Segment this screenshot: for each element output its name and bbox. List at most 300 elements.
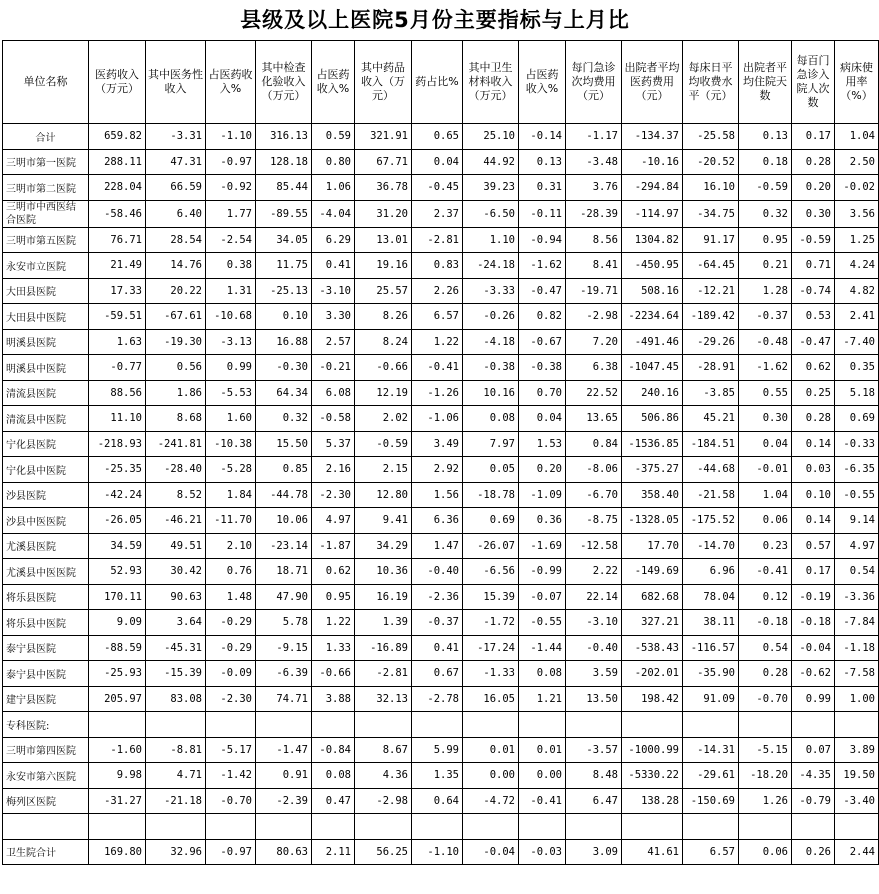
unit-name-cell: 合计 — [3, 124, 89, 150]
unit-name-cell: 清流县中医院 — [3, 406, 89, 432]
value-cell: 6.57 — [412, 304, 463, 330]
value-cell: -3.85 — [683, 380, 739, 406]
value-cell: -42.24 — [89, 482, 146, 508]
value-cell: 0.95 — [312, 584, 355, 610]
value-cell: 1.53 — [519, 431, 566, 457]
value-cell: 34.29 — [355, 533, 412, 559]
value-cell: -0.59 — [355, 431, 412, 457]
value-cell: 0.30 — [739, 406, 792, 432]
table-row — [3, 508, 879, 534]
table-row — [3, 533, 879, 559]
value-cell: -6.35 — [835, 457, 879, 483]
value-cell: -0.79 — [792, 788, 835, 814]
value-cell: -0.74 — [792, 278, 835, 304]
value-cell: -0.09 — [206, 661, 256, 687]
value-cell: -3.10 — [566, 610, 622, 636]
value-cell: 52.93 — [89, 559, 146, 585]
value-cell: -4.72 — [463, 788, 519, 814]
value-cell: -59.51 — [89, 304, 146, 330]
value-cell: 169.80 — [89, 839, 146, 865]
value-cell: 0.69 — [835, 406, 879, 432]
value-cell: 0.53 — [792, 304, 835, 330]
value-cell: 66.59 — [146, 175, 206, 201]
value-cell: 3.76 — [566, 175, 622, 201]
value-cell: 1.04 — [835, 124, 879, 150]
value-cell: 659.82 — [89, 124, 146, 150]
table-row — [3, 253, 879, 279]
value-cell: -0.47 — [792, 329, 835, 355]
value-cell: -538.43 — [622, 635, 683, 661]
value-cell: -0.29 — [206, 610, 256, 636]
value-cell: 0.01 — [519, 737, 566, 763]
value-cell: -67.61 — [146, 304, 206, 330]
value-cell: -184.51 — [683, 431, 739, 457]
value-cell: 0.38 — [206, 253, 256, 279]
page-title: 县级及以上医院5月份主要指标与上月比 — [240, 8, 630, 32]
value-cell: 12.19 — [355, 380, 412, 406]
value-cell: 22.14 — [566, 584, 622, 610]
empty-cell — [146, 712, 206, 738]
value-cell: 0.30 — [792, 200, 835, 227]
value-cell: 3.59 — [566, 661, 622, 687]
value-cell: -28.40 — [146, 457, 206, 483]
value-cell: -0.41 — [412, 355, 463, 381]
value-cell: 1.31 — [206, 278, 256, 304]
value-cell: 85.44 — [256, 175, 312, 201]
value-cell: -58.46 — [89, 200, 146, 227]
value-cell: 0.64 — [412, 788, 463, 814]
value-cell: -11.70 — [206, 508, 256, 534]
value-cell: -1.10 — [206, 124, 256, 150]
value-cell: 64.34 — [256, 380, 312, 406]
value-cell: 2.26 — [412, 278, 463, 304]
unit-name-cell: 泰宁县医院 — [3, 635, 89, 661]
value-cell: 1304.82 — [622, 227, 683, 253]
value-cell: -3.10 — [312, 278, 355, 304]
value-cell: -0.37 — [739, 304, 792, 330]
empty-cell — [256, 712, 312, 738]
table-row — [3, 686, 879, 712]
value-cell: 8.68 — [146, 406, 206, 432]
value-cell: 18.71 — [256, 559, 312, 585]
empty-cell — [206, 712, 256, 738]
empty-cell — [89, 712, 146, 738]
value-cell: -0.97 — [206, 149, 256, 175]
value-cell: -0.59 — [792, 227, 835, 253]
value-cell: 4.97 — [835, 533, 879, 559]
value-cell: -10.38 — [206, 431, 256, 457]
value-cell: -189.42 — [683, 304, 739, 330]
value-cell: 10.16 — [463, 380, 519, 406]
value-cell: -450.95 — [622, 253, 683, 279]
value-cell: -31.27 — [89, 788, 146, 814]
value-cell: 1.26 — [739, 788, 792, 814]
value-cell: -88.59 — [89, 635, 146, 661]
value-cell: 31.20 — [355, 200, 412, 227]
column-header: 每百门急诊入院人次数 — [792, 41, 835, 124]
value-cell: -0.67 — [519, 329, 566, 355]
value-cell: -202.01 — [622, 661, 683, 687]
value-cell: 16.88 — [256, 329, 312, 355]
empty-cell — [739, 712, 792, 738]
value-cell: 15.39 — [463, 584, 519, 610]
value-cell: -1.60 — [89, 737, 146, 763]
value-cell: -0.40 — [566, 635, 622, 661]
table-header-row — [3, 41, 879, 124]
unit-name-cell: 三明市中西医结合医院 — [3, 200, 89, 227]
value-cell: 6.29 — [312, 227, 355, 253]
value-cell: 288.11 — [89, 149, 146, 175]
value-cell: -1.06 — [412, 406, 463, 432]
value-cell: -0.30 — [256, 355, 312, 381]
value-cell: 1.00 — [835, 686, 879, 712]
value-cell: -0.48 — [739, 329, 792, 355]
value-cell: -89.55 — [256, 200, 312, 227]
value-cell: -0.04 — [463, 839, 519, 865]
value-cell: 14.76 — [146, 253, 206, 279]
value-cell: 1.06 — [312, 175, 355, 201]
value-cell: 0.32 — [739, 200, 792, 227]
value-cell: 2.41 — [835, 304, 879, 330]
value-cell: 0.54 — [835, 559, 879, 585]
value-cell: 9.98 — [89, 763, 146, 789]
column-header: 占医药收入% — [206, 41, 256, 124]
value-cell: 3.88 — [312, 686, 355, 712]
empty-cell — [792, 712, 835, 738]
value-cell: -4.04 — [312, 200, 355, 227]
value-cell: -2.81 — [355, 661, 412, 687]
value-cell: 2.11 — [312, 839, 355, 865]
value-cell: -3.33 — [463, 278, 519, 304]
column-header: 其中医务性收入 — [146, 41, 206, 124]
value-cell: -44.68 — [683, 457, 739, 483]
value-cell: 2.10 — [206, 533, 256, 559]
value-cell: 6.08 — [312, 380, 355, 406]
value-cell: -0.29 — [206, 635, 256, 661]
value-cell: -3.31 — [146, 124, 206, 150]
section-label: 专科医院: — [3, 712, 89, 738]
value-cell: 2.57 — [312, 329, 355, 355]
unit-name-cell: 明溪县医院 — [3, 329, 89, 355]
value-cell: 3.56 — [835, 200, 879, 227]
empty-cell — [89, 814, 146, 840]
value-cell: -0.84 — [312, 737, 355, 763]
value-cell: 4.71 — [146, 763, 206, 789]
value-cell: -29.26 — [683, 329, 739, 355]
unit-name-cell: 三明市第一医院 — [3, 149, 89, 175]
value-cell: 16.05 — [463, 686, 519, 712]
value-cell: 32.13 — [355, 686, 412, 712]
value-cell: -64.45 — [683, 253, 739, 279]
value-cell: -7.40 — [835, 329, 879, 355]
value-cell: -0.41 — [519, 788, 566, 814]
value-cell: -23.14 — [256, 533, 312, 559]
value-cell: 2.50 — [835, 149, 879, 175]
value-cell: 1.21 — [519, 686, 566, 712]
value-cell: -0.18 — [792, 610, 835, 636]
value-cell: 358.40 — [622, 482, 683, 508]
empty-cell — [146, 814, 206, 840]
value-cell: -19.30 — [146, 329, 206, 355]
value-cell: 78.04 — [683, 584, 739, 610]
unit-name-cell: 尤溪县医院 — [3, 533, 89, 559]
value-cell: -28.39 — [566, 200, 622, 227]
value-cell: 1.22 — [412, 329, 463, 355]
unit-name-cell: 三明市第二医院 — [3, 175, 89, 201]
section-row — [3, 712, 879, 738]
value-cell: 138.28 — [622, 788, 683, 814]
empty-cell — [312, 814, 355, 840]
column-header: 药占比% — [412, 41, 463, 124]
value-cell: 0.71 — [792, 253, 835, 279]
value-cell: -5.15 — [739, 737, 792, 763]
value-cell: 0.28 — [792, 149, 835, 175]
value-cell: 0.08 — [463, 406, 519, 432]
value-cell: 0.20 — [519, 457, 566, 483]
value-cell: 15.50 — [256, 431, 312, 457]
value-cell: 76.71 — [89, 227, 146, 253]
value-cell: 0.69 — [463, 508, 519, 534]
value-cell: 34.59 — [89, 533, 146, 559]
value-cell: 91.17 — [683, 227, 739, 253]
value-cell: -6.56 — [463, 559, 519, 585]
value-cell: -7.84 — [835, 610, 879, 636]
value-cell: 0.00 — [519, 763, 566, 789]
value-cell: -8.81 — [146, 737, 206, 763]
value-cell: 0.17 — [792, 559, 835, 585]
table-row — [3, 482, 879, 508]
table-row — [3, 457, 879, 483]
value-cell: 6.47 — [566, 788, 622, 814]
value-cell: 0.05 — [463, 457, 519, 483]
value-cell: -15.39 — [146, 661, 206, 687]
value-cell: -0.26 — [463, 304, 519, 330]
value-cell: -4.18 — [463, 329, 519, 355]
value-cell: 16.19 — [355, 584, 412, 610]
value-cell: 1.10 — [463, 227, 519, 253]
value-cell: -14.70 — [683, 533, 739, 559]
value-cell: -0.58 — [312, 406, 355, 432]
indicator-table — [2, 40, 879, 865]
value-cell: 0.06 — [739, 839, 792, 865]
value-cell: 25.10 — [463, 124, 519, 150]
value-cell: 13.50 — [566, 686, 622, 712]
value-cell: 0.47 — [312, 788, 355, 814]
column-header: 其中检查化验收入（万元） — [256, 41, 312, 124]
value-cell: 7.97 — [463, 431, 519, 457]
value-cell: -1.62 — [519, 253, 566, 279]
value-cell: 316.13 — [256, 124, 312, 150]
value-cell: 6.40 — [146, 200, 206, 227]
value-cell: -0.59 — [739, 175, 792, 201]
value-cell: -1.33 — [463, 661, 519, 687]
value-cell: 0.18 — [739, 149, 792, 175]
value-cell: -116.57 — [683, 635, 739, 661]
table-row — [3, 559, 879, 585]
value-cell: 1.04 — [739, 482, 792, 508]
value-cell: 10.06 — [256, 508, 312, 534]
value-cell: 2.44 — [835, 839, 879, 865]
value-cell: 7.20 — [566, 329, 622, 355]
value-cell: 0.01 — [463, 737, 519, 763]
value-cell: 0.20 — [792, 175, 835, 201]
value-cell: -1.47 — [256, 737, 312, 763]
table-row — [3, 610, 879, 636]
value-cell: 28.54 — [146, 227, 206, 253]
value-cell: 47.31 — [146, 149, 206, 175]
value-cell: 1.22 — [312, 610, 355, 636]
value-cell: 1.48 — [206, 584, 256, 610]
value-cell: 5.78 — [256, 610, 312, 636]
value-cell: -24.18 — [463, 253, 519, 279]
unit-name-cell: 泰宁县中医院 — [3, 661, 89, 687]
value-cell: -149.69 — [622, 559, 683, 585]
value-cell: 41.61 — [622, 839, 683, 865]
value-cell: -0.97 — [206, 839, 256, 865]
value-cell: -0.41 — [739, 559, 792, 585]
unit-name-cell: 大田县医院 — [3, 278, 89, 304]
unit-name-cell: 宁化县医院 — [3, 431, 89, 457]
empty-cell — [622, 814, 683, 840]
value-cell: -35.90 — [683, 661, 739, 687]
value-cell: -14.31 — [683, 737, 739, 763]
value-cell: -26.05 — [89, 508, 146, 534]
column-header: 每床日平均收费水平（元） — [683, 41, 739, 124]
value-cell: -3.13 — [206, 329, 256, 355]
value-cell: -12.58 — [566, 533, 622, 559]
value-cell: 6.36 — [412, 508, 463, 534]
value-cell: 1.39 — [355, 610, 412, 636]
value-cell: -25.93 — [89, 661, 146, 687]
value-cell: -114.97 — [622, 200, 683, 227]
value-cell: 32.96 — [146, 839, 206, 865]
value-cell: -0.40 — [412, 559, 463, 585]
value-cell: -1.18 — [835, 635, 879, 661]
value-cell: -1.44 — [519, 635, 566, 661]
value-cell: -150.69 — [683, 788, 739, 814]
value-cell: -3.48 — [566, 149, 622, 175]
empty-cell — [792, 814, 835, 840]
value-cell: 19.50 — [835, 763, 879, 789]
value-cell: 4.82 — [835, 278, 879, 304]
value-cell: -1047.45 — [622, 355, 683, 381]
empty-cell — [355, 712, 412, 738]
value-cell: 8.26 — [355, 304, 412, 330]
empty-cell — [683, 712, 739, 738]
value-cell: 0.07 — [792, 737, 835, 763]
table-row — [3, 406, 879, 432]
value-cell: 11.10 — [89, 406, 146, 432]
value-cell: 0.55 — [739, 380, 792, 406]
unit-name-cell: 明溪县中医院 — [3, 355, 89, 381]
value-cell: 0.32 — [256, 406, 312, 432]
value-cell: -1.10 — [412, 839, 463, 865]
value-cell: -0.07 — [519, 584, 566, 610]
empty-cell — [206, 814, 256, 840]
value-cell: 1.84 — [206, 482, 256, 508]
column-header: 出院者平均住院天数 — [739, 41, 792, 124]
value-cell: 19.16 — [355, 253, 412, 279]
value-cell: -0.19 — [792, 584, 835, 610]
value-cell: -34.75 — [683, 200, 739, 227]
value-cell: -0.55 — [519, 610, 566, 636]
value-cell: 4.36 — [355, 763, 412, 789]
value-cell: 128.18 — [256, 149, 312, 175]
value-cell: 88.56 — [89, 380, 146, 406]
table-row — [3, 584, 879, 610]
value-cell: 1.25 — [835, 227, 879, 253]
table-row — [3, 278, 879, 304]
value-cell: 0.04 — [739, 431, 792, 457]
column-header: 其中卫生材料收入（万元） — [463, 41, 519, 124]
value-cell: -1.42 — [206, 763, 256, 789]
value-cell: 67.71 — [355, 149, 412, 175]
column-header: 每门急诊次均费用（元） — [566, 41, 622, 124]
table-row — [3, 380, 879, 406]
value-cell: -491.46 — [622, 329, 683, 355]
value-cell: 83.08 — [146, 686, 206, 712]
value-cell: -3.57 — [566, 737, 622, 763]
value-cell: 0.41 — [412, 635, 463, 661]
value-cell: -1.17 — [566, 124, 622, 150]
value-cell: 9.14 — [835, 508, 879, 534]
value-cell: -241.81 — [146, 431, 206, 457]
value-cell: -0.01 — [739, 457, 792, 483]
value-cell: 0.95 — [739, 227, 792, 253]
value-cell: 49.51 — [146, 533, 206, 559]
value-cell: 10.36 — [355, 559, 412, 585]
value-cell: 13.65 — [566, 406, 622, 432]
value-cell: 11.75 — [256, 253, 312, 279]
value-cell: -6.50 — [463, 200, 519, 227]
value-cell: 8.56 — [566, 227, 622, 253]
value-cell: -18.20 — [739, 763, 792, 789]
value-cell: -0.70 — [739, 686, 792, 712]
value-cell: -7.58 — [835, 661, 879, 687]
value-cell: 0.62 — [312, 559, 355, 585]
value-cell: 228.04 — [89, 175, 146, 201]
value-cell: -2.30 — [206, 686, 256, 712]
value-cell: 90.63 — [146, 584, 206, 610]
unit-name-cell: 大田县中医院 — [3, 304, 89, 330]
value-cell: -0.62 — [792, 661, 835, 687]
unit-name-cell: 建宁县医院 — [3, 686, 89, 712]
value-cell: 91.09 — [683, 686, 739, 712]
value-cell: 5.99 — [412, 737, 463, 763]
value-cell: -0.66 — [312, 661, 355, 687]
value-cell: -3.36 — [835, 584, 879, 610]
value-cell: 0.10 — [256, 304, 312, 330]
value-cell: 0.59 — [312, 124, 355, 150]
value-cell: 0.76 — [206, 559, 256, 585]
value-cell: 34.05 — [256, 227, 312, 253]
value-cell: -44.78 — [256, 482, 312, 508]
value-cell: 0.84 — [566, 431, 622, 457]
table-row — [3, 355, 879, 381]
value-cell: 1.56 — [412, 482, 463, 508]
value-cell: -0.47 — [519, 278, 566, 304]
value-cell: -0.92 — [206, 175, 256, 201]
unit-name-cell: 尤溪县中医医院 — [3, 559, 89, 585]
empty-cell — [622, 712, 683, 738]
column-header: 其中药品收入（万元） — [355, 41, 412, 124]
value-cell: 0.65 — [412, 124, 463, 150]
value-cell: 9.09 — [89, 610, 146, 636]
value-cell: -2234.64 — [622, 304, 683, 330]
value-cell: 0.00 — [463, 763, 519, 789]
value-cell: 80.63 — [256, 839, 312, 865]
value-cell: 0.21 — [739, 253, 792, 279]
